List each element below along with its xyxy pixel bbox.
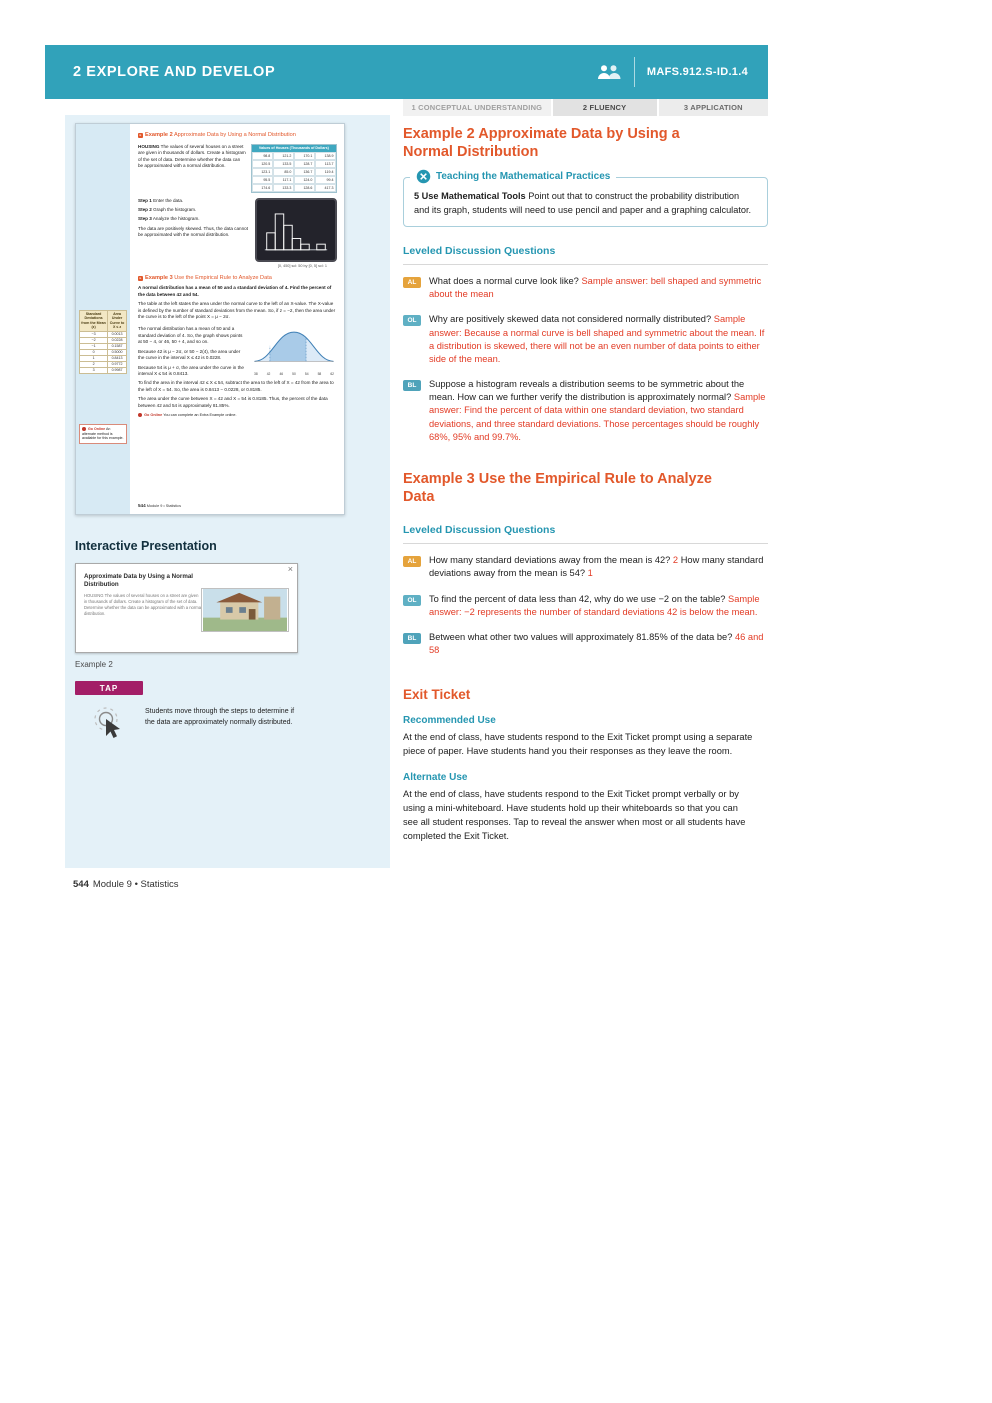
values-table — [251, 144, 337, 193]
answer: 46 and 58 — [429, 632, 764, 656]
normal-curve-figure — [251, 323, 337, 377]
normal-curve-graph — [251, 323, 337, 367]
go-online-icon — [138, 413, 142, 417]
step-label: Step 1 — [138, 198, 152, 204]
z-table — [79, 310, 127, 374]
level-badge-al: AL — [403, 556, 421, 567]
example3-mini-heading — [138, 275, 337, 282]
mini-page-number: 544 — [138, 503, 146, 508]
table-cell: 1 — [80, 355, 108, 361]
example-title: Use the Empirical Rule to Analyze Data — [174, 275, 272, 282]
teacher-edition-page — [45, 45, 768, 868]
table-cell: 133.3 — [273, 184, 294, 192]
axis-label: 62 — [330, 372, 334, 377]
alternate-use-text: At the end of class, have students respond to the Exit Ticket prompt verbally or by using a mini-whiteboard. Have students hold up their whiteboards so that you can see all student responses. Tap to reveal the answer when most or all students have completed the Exit Ticket. — [403, 789, 746, 842]
example2-heading — [403, 125, 721, 161]
step-label: Step 2 — [138, 207, 152, 213]
table-cell: 0.9987 — [108, 367, 127, 373]
house-photo — [201, 588, 289, 632]
practice-note: Point out that to construct the probability distribution and its graph, students will need to use pencil and paper and a graphing calculator. — [414, 191, 752, 215]
housing-paragraph — [138, 144, 246, 193]
paragraph: The area under the curve between X = 42 and X = 54 is 0.8185. Thus, the percent of the data between 42 and 54 is approximately 81.85%. — [138, 396, 328, 408]
step-text: Analyze the histogram. — [152, 216, 200, 222]
student-edition-panel — [65, 115, 390, 868]
table-cell: 98.8 — [252, 152, 273, 160]
interactive-presentation-heading: Interactive Presentation — [75, 539, 217, 553]
table-cell: 174.6 — [252, 184, 273, 192]
exit-ticket-heading: Exit Ticket — [403, 687, 471, 703]
window-caption: [0, 450] scl: 50 by [0, 5] scl: 1 — [277, 264, 327, 269]
question-text — [429, 554, 768, 580]
question: Why are positively skewed data not considered normally distributed? — [429, 314, 712, 325]
slide-caption: Example 2 — [75, 660, 113, 669]
example-label: Example 3 — [403, 471, 475, 487]
example2-mini-heading — [138, 132, 337, 139]
answer: 1 — [587, 568, 593, 579]
question: What does a normal curve look like? — [429, 275, 579, 286]
step-2 — [138, 207, 250, 213]
level-badge-ol: OL — [403, 315, 421, 326]
question: Suppose a histogram reveals a distribution seems to be symmetric about the mean. How can we further verify the distribution is approximately normal? — [429, 379, 745, 403]
student-page-preview[interactable] — [75, 123, 345, 515]
go-online-text: An alternate method is available for this example. — [82, 427, 124, 441]
phase-tabs — [403, 99, 768, 116]
sample-answer: Sample answer: −2 represents the number of standard deviations 42 is below the mean. — [429, 593, 760, 617]
teaching-practices-legend — [410, 169, 616, 184]
leveled-questions-heading: Leveled Discussion Questions — [403, 524, 556, 537]
divider — [403, 264, 768, 265]
question-text — [429, 275, 768, 301]
go-online-label: Go Online — [88, 427, 106, 431]
step-text: Graph the histogram. — [153, 207, 197, 213]
axis-label: 54 — [304, 372, 309, 377]
level-badge-bl: BL — [403, 633, 421, 644]
table-cell: 120.5 — [252, 160, 273, 168]
section-title: 2 EXPLORE AND DEVELOP — [73, 64, 276, 80]
table-cell: 95.5 — [252, 176, 273, 184]
tap-gesture-icon — [91, 707, 129, 743]
learn-icon: ▸ — [139, 132, 142, 137]
discussion-question-ol — [403, 313, 768, 366]
example-title: Approximate Data by Using a Normal Distribution — [403, 126, 680, 161]
table-cell: 0.9772 — [108, 361, 127, 367]
table-cell: −1 — [80, 343, 108, 349]
sample-answer: Sample answer: Because a normal curve is bell shaped and symmetric about the mean. If a distribution is skewed, there will not be an even number of data points to either side of the mean. — [429, 314, 765, 364]
table-cell: 121.2 — [273, 152, 294, 160]
paragraph: Because 54 is μ + σ, the area under the curve in the interval X ≤ 54 is 0.8413. — [138, 364, 244, 376]
table-cell: 136.7 — [294, 168, 315, 176]
preview-content — [130, 124, 344, 514]
step-label: Step 3 — [138, 216, 152, 222]
example-label: Example 2 — [403, 126, 475, 142]
tab-application[interactable]: 3 APPLICATION — [659, 99, 768, 116]
table-cell: 138.9 — [315, 152, 336, 160]
table-cell: 0.5000 — [108, 349, 127, 355]
discussion-question-bl — [403, 631, 768, 657]
axis-label: 42 — [266, 372, 271, 377]
calculator-screenshot — [255, 198, 337, 262]
header-divider — [634, 57, 635, 87]
table-cell: 0.1587 — [108, 343, 127, 349]
discussion-question-al — [403, 275, 768, 301]
curve-axis-labels — [251, 372, 337, 376]
analysis-text: The data are positively skewed. Thus, the data cannot be approximated with the normal distribution. — [138, 225, 248, 237]
table-cell: 119.4 — [315, 168, 336, 176]
table-cell: 170.1 — [294, 152, 315, 160]
table-cell: 0.8413 — [108, 355, 127, 361]
table-cell: 85.0 — [273, 168, 294, 176]
table-cell: 99.4 — [315, 176, 336, 184]
math-practices-icon — [416, 169, 431, 184]
discussion-question-al — [403, 554, 768, 580]
steps-list — [138, 198, 250, 262]
question: Between what other two values will approximately 81.85% of the data be? — [429, 632, 733, 642]
mini-page-footer — [138, 498, 337, 508]
interactive-description: Students move through the steps to determine if the data are approximately normally distributed. — [145, 708, 295, 726]
question-text — [429, 313, 768, 366]
tab-conceptual-understanding[interactable]: 1 CONCEPTUAL UNDERSTANDING — [403, 99, 551, 116]
footer-text: Module 9 • Statistics — [92, 879, 179, 890]
question-text — [429, 593, 768, 619]
page-footer — [73, 879, 179, 890]
teaching-practices-title: Teaching the Mathematical Practices — [436, 171, 611, 183]
slide-title: Approximate Data by Using a Normal Distribution — [84, 573, 193, 589]
go-online-icon — [82, 427, 86, 431]
go-online-label: Go Online — [144, 413, 163, 418]
step-1 — [138, 198, 250, 204]
sample-answer: Sample answer: bell shaped and symmetric about the mean — [429, 275, 762, 300]
histogram-graph — [262, 204, 330, 256]
housing-label: HOUSING — [138, 143, 160, 149]
paragraph: Because 42 is μ − 2σ, or 50 − 2(4), the area under the curve in the interval X ≤ 42 is 0.0228. — [138, 348, 241, 361]
table-cell: 0 — [80, 349, 108, 355]
go-online-callout — [79, 424, 127, 444]
example-title: Approximate Data by Using a Normal Distribution — [173, 132, 296, 138]
table-cell: 117.1 — [273, 176, 294, 184]
z-table-header: Standard Deviations from the Mean (z) — [81, 312, 106, 330]
example-label: Example 3 — [145, 275, 173, 282]
header-right — [596, 57, 748, 87]
slide-text: HOUSING The values of several houses on a street are given in thousands of dollars. Create a histogram of the set of data. Determine whether the data can be approximated with a normal distribution. — [84, 593, 203, 617]
alternate-use-heading: Alternate Use — [403, 772, 468, 784]
level-badge-ol: OL — [403, 595, 421, 606]
axis-label: 50 — [292, 372, 296, 377]
question: To find the percent of data less than 42, why do we use −2 on the table? — [429, 593, 726, 604]
section-header — [45, 45, 768, 99]
axis-label: 38 — [254, 372, 258, 377]
example-label: Example 2 — [145, 132, 173, 138]
table-cell: 124.0 — [294, 176, 315, 184]
table-cell: −2 — [80, 337, 108, 343]
axis-label: 58 — [317, 372, 322, 377]
table-cell: 417.3 — [315, 184, 336, 192]
heading-text — [145, 132, 296, 139]
table-cell: 123.1 — [252, 168, 273, 176]
table-cell: −3 — [80, 331, 108, 337]
values-table-body — [252, 152, 336, 192]
paragraph: The normal distribution has a mean of 50 and a standard deviation of 4. So, the graph shows points at 50 − 4, or 46, 50 + 4, and so on. — [138, 326, 243, 345]
axis-label: 46 — [279, 372, 284, 377]
paragraph-column — [138, 323, 246, 377]
go-online-footer — [138, 413, 337, 417]
page-number: 544 — [73, 879, 89, 890]
question: How many standard deviations away from the mean is 42? — [429, 555, 671, 566]
question: How many standard deviations away from the mean is 54? — [429, 555, 764, 579]
level-badge-al: AL — [403, 277, 421, 288]
presentation-slide-thumbnail[interactable] — [75, 563, 298, 653]
table-cell: 113.7 — [315, 160, 336, 168]
paragraph: To find the area in the interval 42 ≤ X ≤ 54, subtract the area to the left of X = 42 from the area to the left of X = 54. So, the area is 0.8413 − 0.0228, or 0.8185. — [138, 380, 334, 392]
practice-name: 5 Use Mathematical Tools — [414, 191, 526, 202]
table-cell: 133.5 — [273, 160, 294, 168]
students-icon — [596, 64, 622, 80]
teaching-practices-box — [403, 171, 768, 227]
values-table-title: Values of Houses (Thousands of Dollars) — [252, 145, 336, 152]
teaching-practices-text — [414, 190, 757, 217]
z-table-header: Area Under Curve to X ≤ z — [108, 311, 127, 332]
step-3 — [138, 216, 250, 222]
example3-heading — [403, 470, 721, 506]
tap-button[interactable]: TAP — [75, 681, 143, 695]
tab-fluency[interactable]: 2 FLUENCY — [551, 99, 659, 116]
step-text: Enter the data. — [153, 198, 184, 204]
close-icon[interactable]: × — [287, 564, 293, 574]
table-cell: 128.7 — [294, 160, 315, 168]
go-online-text: You can complete an Extra Example online. — [163, 413, 237, 418]
example3-intro: A normal distribution has a mean of 50 and a standard deviation of 4. Find the percent of the data between 42 and 54. — [138, 285, 332, 297]
table-cell: 0.0013 — [108, 331, 127, 337]
divider — [403, 543, 768, 544]
mini-footer-text: Module 9 • Statistics — [146, 504, 181, 508]
table-cell: 3 — [80, 367, 108, 373]
table-cell: 0.0228 — [108, 337, 127, 343]
leveled-questions-heading: Leveled Discussion Questions — [403, 244, 556, 257]
example-title: Use the Empirical Rule to Analyze Data — [403, 471, 712, 506]
paragraph: The table at the left states the area under the normal curve to the left of an X-value. The X-value is defined by the number of standard deviations from the mean. So, if z = −2, then the area under the curve is to the left of the point X = μ − 2σ. — [138, 301, 336, 319]
recommended-use-text: At the end of class, have students respond to the Exit Ticket prompt using a separate piece of paper. Have students hand you their responses as they leave the room. — [403, 732, 753, 757]
level-badge-bl: BL — [403, 380, 421, 391]
heading-text — [145, 275, 272, 282]
discussion-question-ol — [403, 593, 768, 619]
recommended-use-heading: Recommended Use — [403, 715, 496, 727]
question-text — [429, 631, 768, 657]
answer: 2 — [672, 555, 679, 566]
housing-text: The values of several houses on a street are given in thousands of dollars. Create a histogram of the set of data. Determine whether the data can be approximated with a normal distribution. — [138, 143, 246, 169]
teacher-notes-column — [403, 99, 768, 844]
question-text — [429, 378, 768, 444]
sample-answer: Sample answer: Find the percent of data within one standard deviation, two standard deviations, and three standard deviations. Those percentages should be roughly 68%, 95% and 99.7%. — [429, 392, 766, 442]
discussion-question-bl — [403, 378, 768, 444]
table-cell: 2 — [80, 361, 108, 367]
standard-code: MAFS.912.S-ID.1.4 — [646, 66, 748, 78]
table-cell: 128.6 — [294, 184, 315, 192]
learn-icon: ▸ — [139, 275, 142, 280]
